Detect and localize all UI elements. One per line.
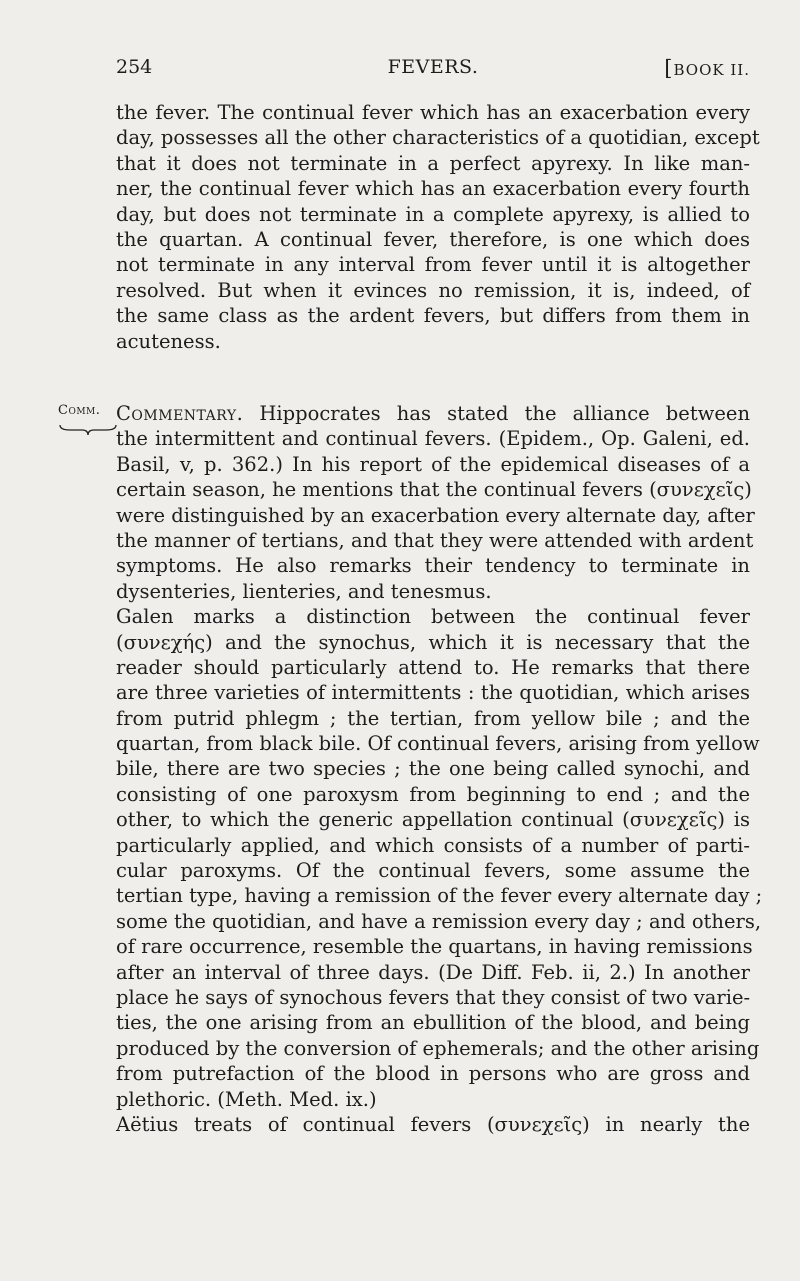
text-line: certain season, he mentions that the continual fevers (συνεχεῖς)	[116, 478, 752, 502]
text-line: tertian type, having a remission of the fever every alternate day ;	[116, 884, 763, 908]
text-line: of rare occurrence, resemble the quartans, in having remissions	[116, 935, 753, 959]
text-line: the same class as the ardent fevers, but differs from them in	[116, 304, 750, 328]
text-line: acuteness.	[116, 329, 221, 353]
text-line: ties, the one arising from an ebullition of the blood, and being	[116, 1011, 750, 1035]
book-label	[664, 56, 750, 80]
commentary-first-line	[116, 401, 750, 426]
text-line: day, but does not terminate in a complete apyrexy, is allied to	[116, 202, 750, 226]
text-line: symptoms. He also remarks their tendency to terminate in	[116, 554, 750, 578]
text-line: consisting of one paroxysm from beginning to end ; and the	[116, 782, 750, 806]
text-line: the quartan. A continual fever, therefore, is one which does	[116, 227, 750, 251]
running-title: FEVERS.	[387, 56, 479, 78]
text-line: from putrefaction of the blood in persons who are gross and	[116, 1062, 750, 1086]
text-line: resolved. But when it evinces no remission, it is, indeed, of	[116, 278, 750, 302]
text-line: were distinguished by an exacerbation every alternate day, after	[116, 503, 755, 527]
margin-note: Comm.	[58, 403, 101, 418]
book-label-text: BOOK II.	[673, 61, 750, 79]
text-line: reader should particularly attend to. He remarks that there	[116, 655, 750, 679]
text-line: (συνεχής) and the synochus, which it is necessary that the	[116, 630, 750, 654]
text-line: the manner of tertians, and that they were attended with ardent	[116, 528, 754, 552]
text-block-fever-definition	[116, 100, 760, 354]
text-line: Galen marks a distinction between the continual fever	[116, 605, 750, 629]
margin-brace-icon	[58, 421, 118, 439]
text-line: cular paroxyms. Of the continual fevers, some assume the	[116, 859, 750, 883]
text-line: not terminate in any interval from fever until it is altogether	[116, 253, 750, 277]
text-line: the fever. The continual fever which has an exacerbation every	[116, 101, 750, 124]
text-line: Basil, v, p. 362.) In his report of the epidemical diseases of a	[116, 452, 750, 476]
text-line: Aëtius treats of continual fevers (συνεχεῖς) in nearly the	[116, 1112, 750, 1136]
text-line: dysenteries, lienteries, and tenesmus.	[116, 579, 492, 603]
text-block-commentary	[116, 401, 763, 1137]
text-line: plethoric. (Meth. Med. ix.)	[116, 1087, 377, 1111]
text-line: place he says of synochous fevers that they consist of two varie-	[116, 985, 751, 1009]
text-line: are three varieties of intermittents : the quotidian, which arises	[116, 681, 750, 705]
page-number: 254	[116, 56, 153, 78]
text-line: the intermittent and continual fevers. (Epidem., Op. Galeni, ed.	[116, 427, 750, 451]
text-line: particularly applied, and which consists of a number of parti-	[116, 833, 750, 857]
text-line: that it does not terminate in a perfect apyrexy. In like man-	[116, 151, 750, 175]
commentary-lead: Commentary.	[116, 402, 244, 425]
text-line: day, possesses all the other characteristics of a quotidian, except	[116, 126, 760, 150]
text-line: quartan, from black bile. Of continual fevers, arising from yellow	[116, 732, 760, 756]
running-head	[116, 56, 750, 86]
commentary-first-line-rest: Hippocrates has stated the alliance between	[243, 402, 750, 425]
text-line: from putrid phlegm ; the tertian, from yellow bile ; and the	[116, 706, 750, 730]
text-line: bile, there are two species ; the one being called synochi, and	[116, 757, 750, 781]
text-line: after an interval of three days. (De Diff. Feb. ii, 2.) In another	[116, 960, 750, 984]
text-line: other, to which the generic appellation continual (συνεχεῖς) is	[116, 808, 750, 832]
book-bracket: [	[664, 56, 674, 80]
text-line: produced by the conversion of ephemerals; and the other arising	[116, 1036, 760, 1060]
text-line: some the quotidian, and have a remission every day ; and others,	[116, 909, 762, 933]
text-line: ner, the continual fever which has an exacerbation every fourth	[116, 177, 750, 201]
